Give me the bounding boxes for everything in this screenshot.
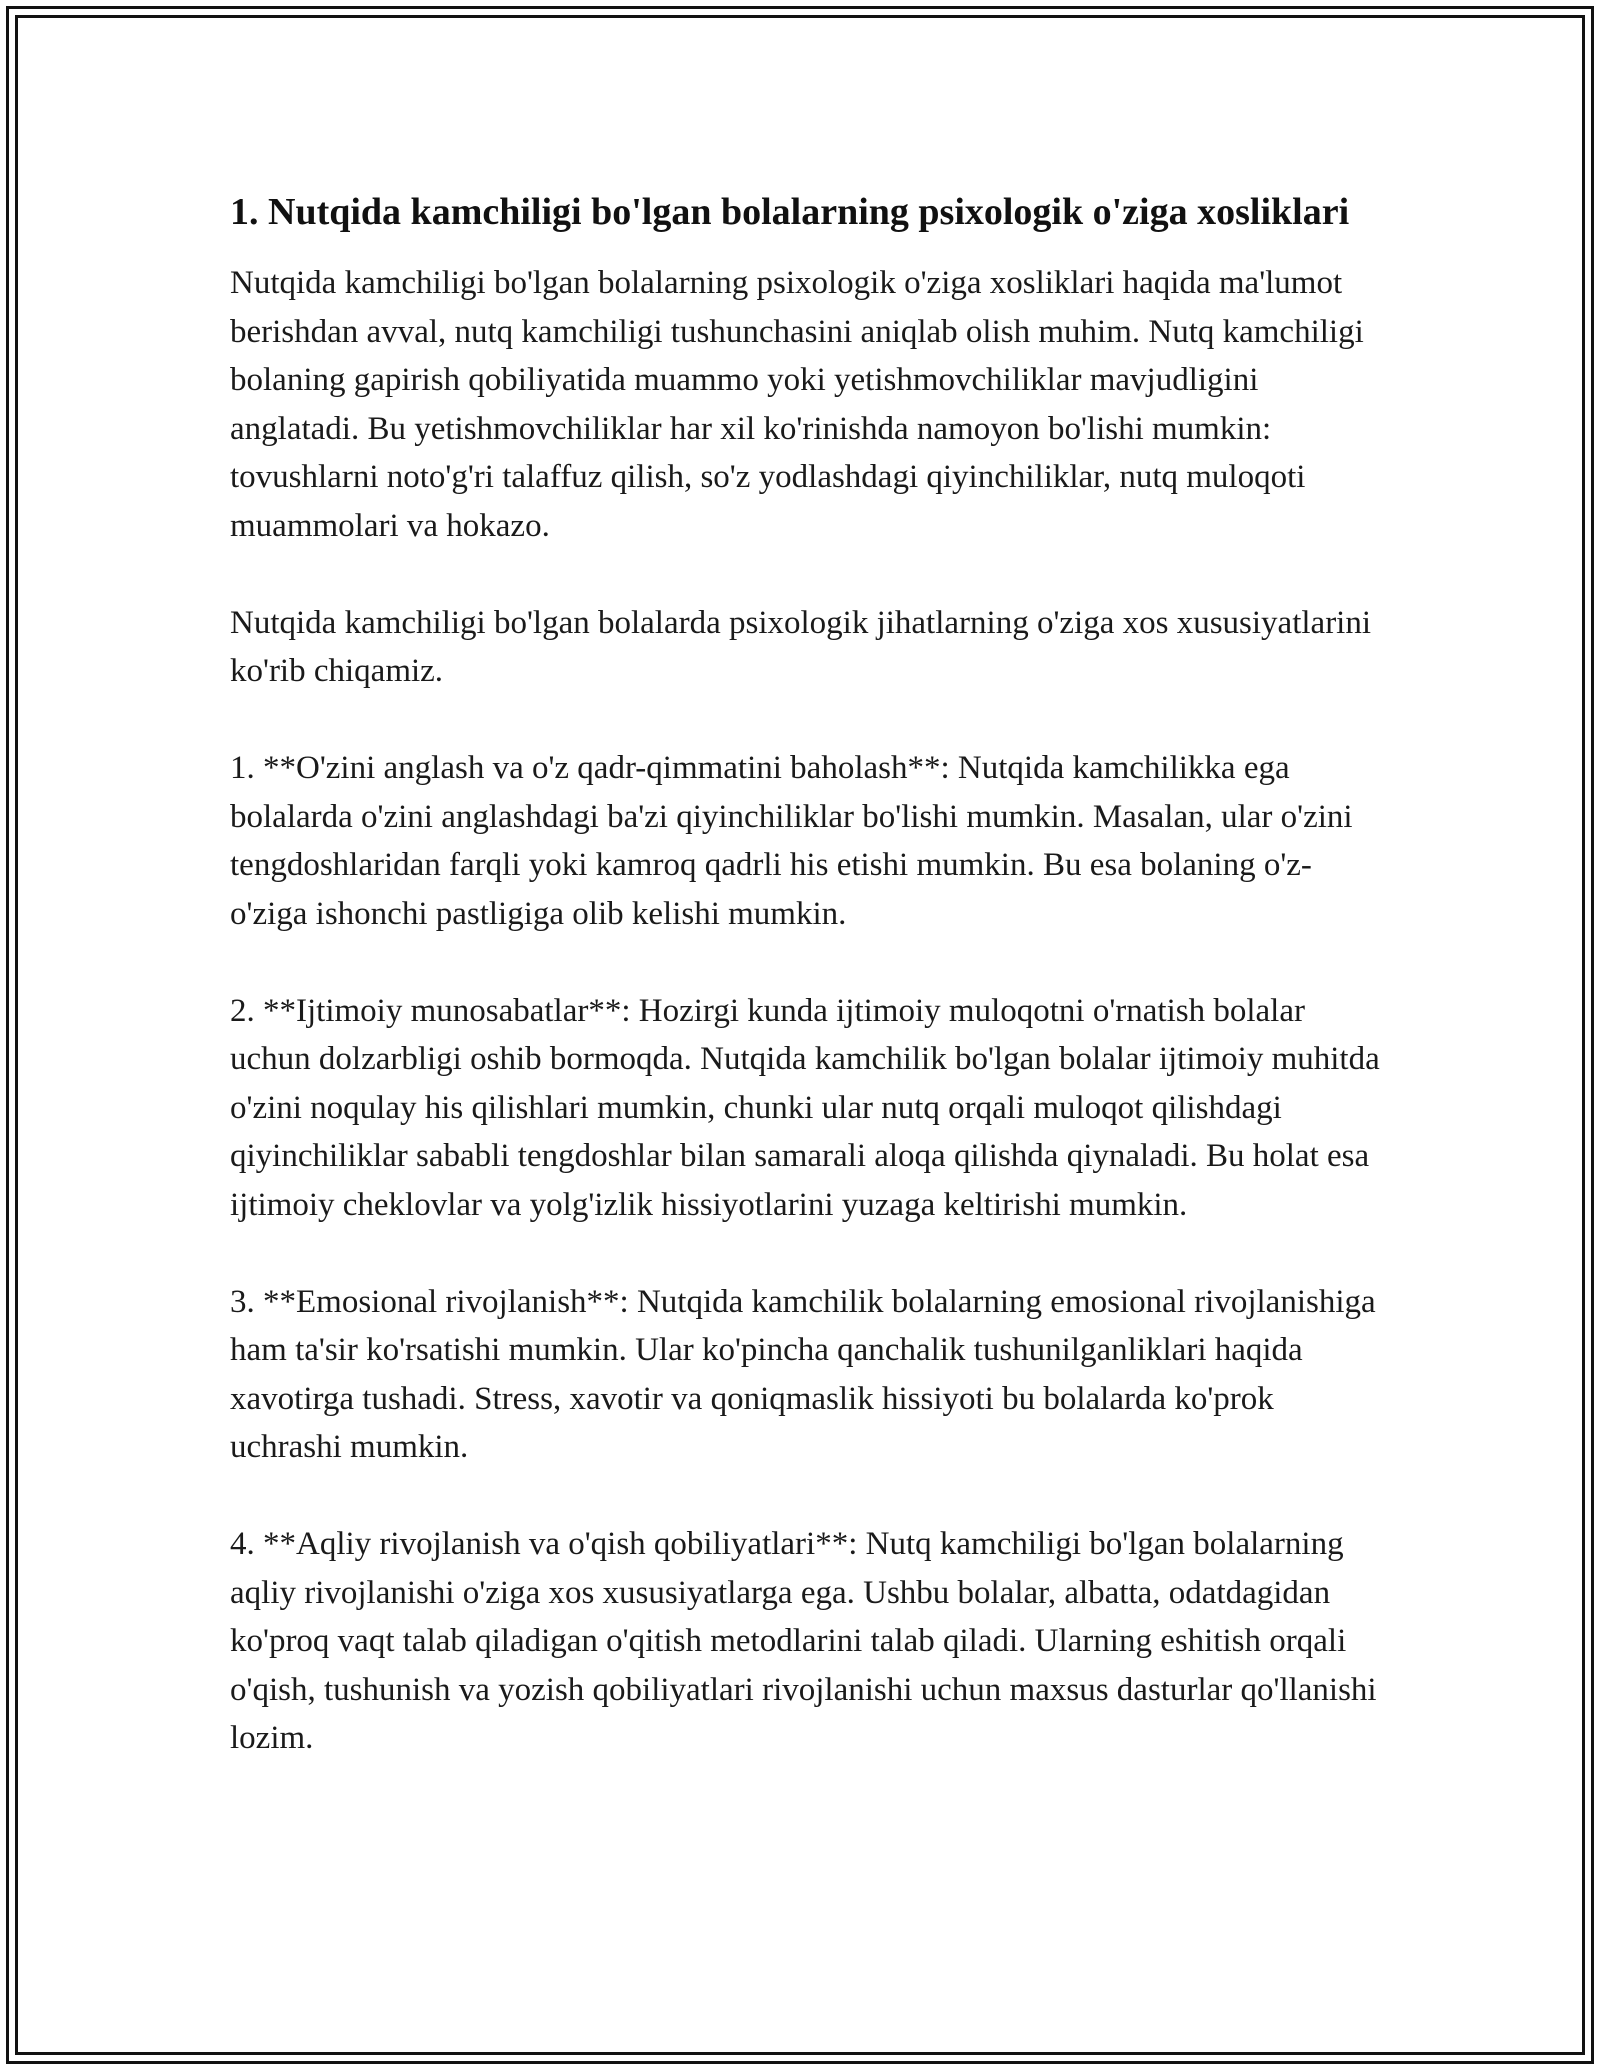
paragraph-point-2: 2. **Ijtimoiy munosabatlar**: Hozirgi kunda ijtimoiy muloqotni o'rnatish bolalar uchun dolzarbligi oshib bormoqda. Nutqida kamchilik bo'lgan bolalar ijtimoiy muhitda o'zini noqulay his qilishlari mumkin, chunki ular nutq orqali muloqot qilishdagi qiyinchiliklar sababli tengdoshlar bilan samarali aloqa qilishda qiynaladi. Bu holat esa ijtimoiy cheklovlar va yolg'izlik hissiyotlarini yuzaga keltirishi mumkin.: [230, 992, 1380, 1223]
document-title: 1. Nutqida kamchiligi bo'lgan bolalarning psixologik o'ziga xosliklari: [230, 191, 1350, 233]
paragraph-intro: Nutqida kamchiligi bo'lgan bolalarning psixologik o'ziga xosliklari haqida ma'lumot berishdan avval, nutq kamchiligi tushunchasini aniqlab olish muhim. Nutq kamchiligi bolaning gapirish qobiliyatida muammo yoki yetishmovchiliklar mavjudligini anglatadi. Bu yetishmovchiliklar har xil ko'rinishda namoyon bo'lishi mumkin: tovushlarni noto'g'ri talaffuz qilish, so'z yodlashdagi qiyinchiliklar, nutq muloqoti muammolari va hokazo.: [230, 265, 1364, 544]
paragraph-overview: Nutqida kamchiligi bo'lgan bolalarda psixologik jihatlarning o'ziga xos xususiyatlarini ko'rib chiqamiz.: [230, 604, 1372, 689]
paragraph-point-3: 3. **Emosional rivojlanish**: Nutqida kamchilik bolalarning emosional rivojlanishiga ham ta'sir ko'rsatishi mumkin. Ular ko'pincha qanchalik tushunilganliklari haqida xavotirga tushadi. Stress, xavotir va qoniqmaslik hissiyoti bu bolalarda ko'prok uchrashi mumkin.: [230, 1283, 1376, 1465]
paragraph-point-1: 1. **O'zini anglash va o'z qadr-qimmatini baholash**: Nutqida kamchilikka ega bolalarda o'zini anglashdagi ba'zi qiyinchiliklar bo'lishi mumkin. Masalan, ular o'zini tengdoshlaridan farqli yoki kamroq qadrli his etishi mumkin. Bu esa bolaning o'z-o'ziga ishonchi pastligiga olib kelishi mumkin.: [230, 750, 1353, 932]
paragraph-point-4: 4. **Aqliy rivojlanish va o'qish qobiliyatlari**: Nutq kamchiligi bo'lgan bolalarning aqliy rivojlanishi o'ziga xos xususiyatlarga ega. Ushbu bolalar, albatta, odatdagidan ko'proq vaqt talab qiladigan o'qitish metodlarini talab qiladi. Ularning eshitish orqali o'qish, tushunish va yozish qobiliyatlari rivojlanishi uchun maxsus dasturlar qo'llanishi lozim.: [230, 1526, 1377, 1756]
document-body: [230, 185, 1380, 1763]
